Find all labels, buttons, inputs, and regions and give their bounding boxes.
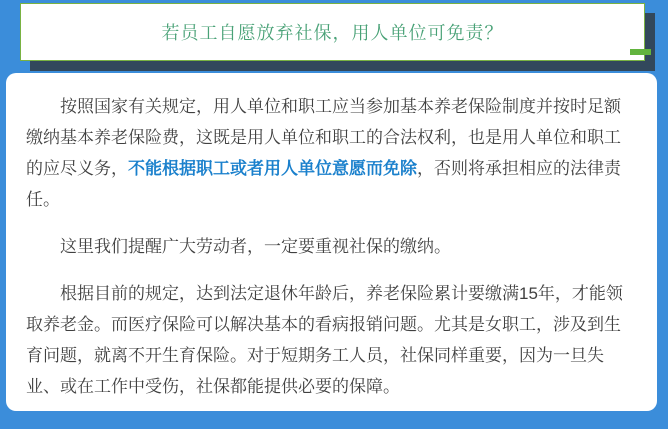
- highlighted-text: 不能根据职工或者用人单位意愿而免除: [128, 159, 417, 178]
- title-banner: [20, 3, 645, 61]
- body-text: 按照国家有关规定，用人单位和职工应当参加基本养老保险制度并按时足额缴纳基本养老保险费，这既是用人单位和职工的合法权利，也是用人单位和职工的应尽义务，: [26, 97, 621, 178]
- paragraph: [26, 231, 637, 262]
- article-body: [26, 91, 637, 402]
- article-card: [6, 73, 657, 411]
- body-text: ，否则将承担相应的法律责任。: [26, 159, 621, 209]
- article-title: 若员工自愿放弃社保，用人单位可免责？: [161, 23, 504, 43]
- paragraph: [26, 278, 637, 402]
- body-text: 这里我们提醒广大劳动者，一定要重视社保的缴纳。: [60, 237, 451, 256]
- green-dash-decoration: [630, 49, 651, 55]
- paragraph: [26, 91, 637, 215]
- body-text: 根据目前的规定，达到法定退休年龄后，养老保险累计要缴满15年，才能领取养老金。而医疗保险可以解决基本的看病报销问题。尤其是女职工，涉及到生育问题，就离不开生育保险。对于短期务工人员，社保同样重要，因为一旦失业、或在工作中受伤，社保都能提供必要的保障。: [26, 284, 623, 396]
